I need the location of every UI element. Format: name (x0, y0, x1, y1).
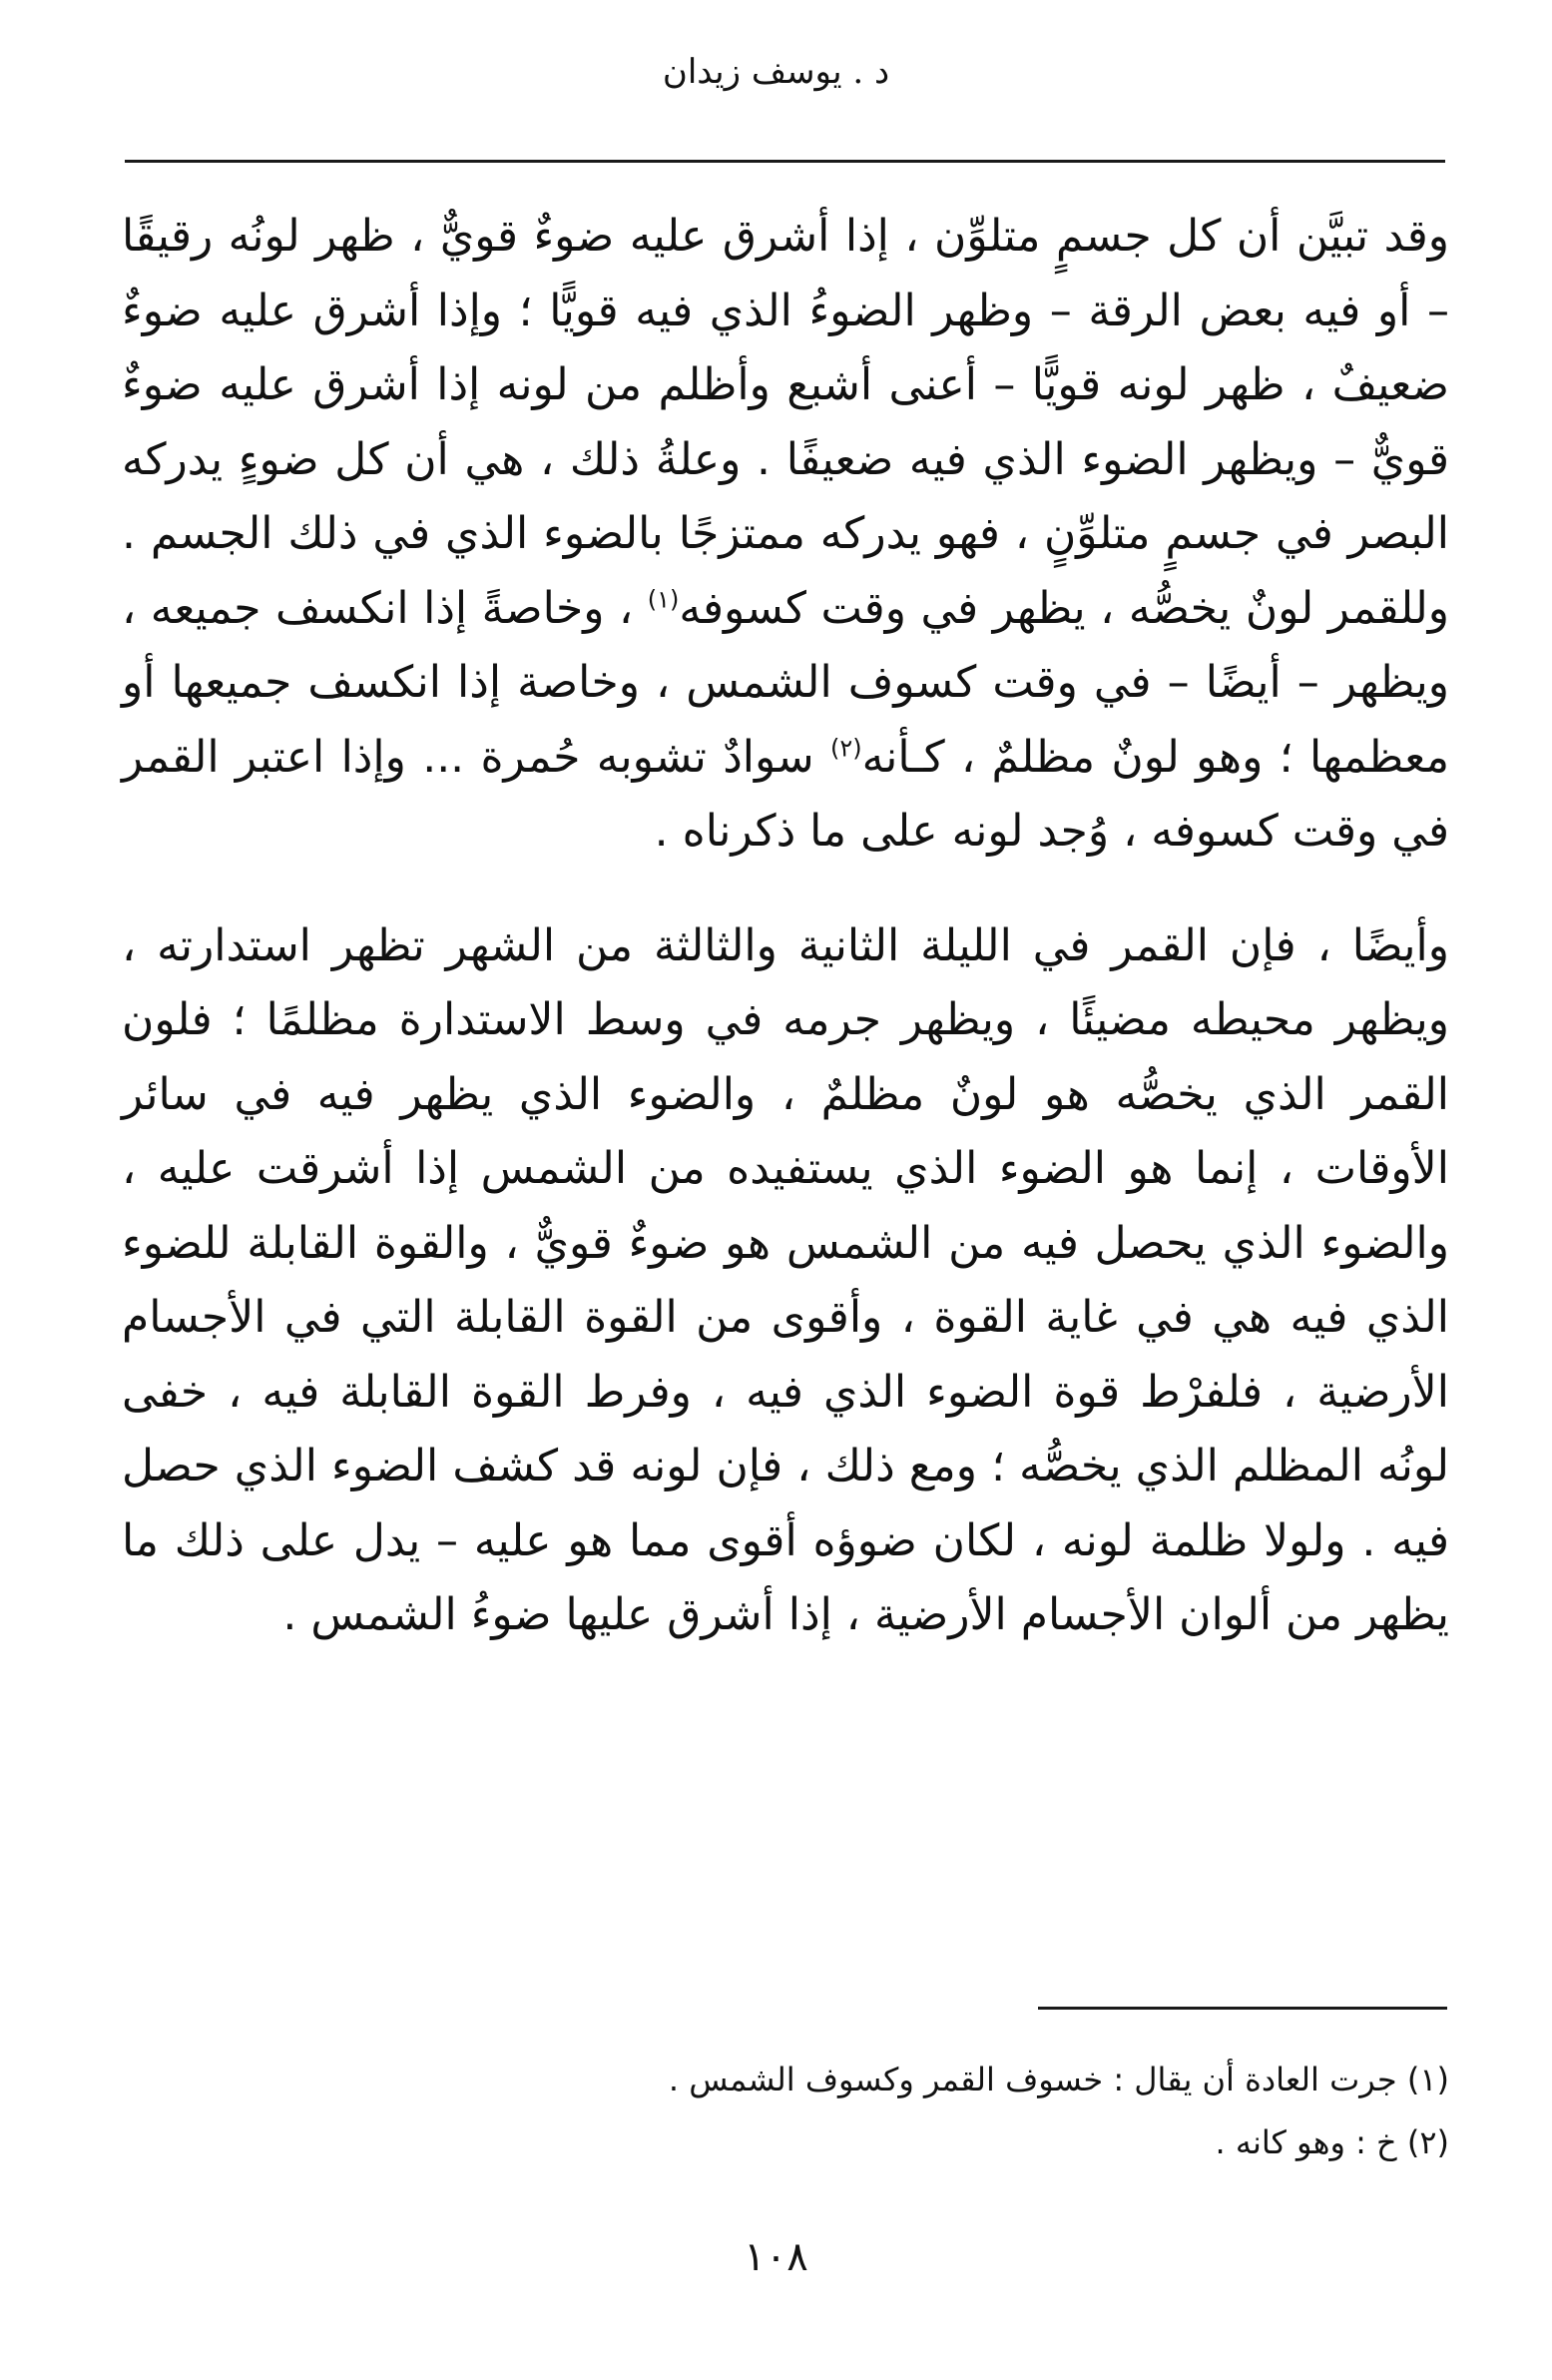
footnotes (122, 2049, 1449, 2174)
paragraph-1-part-c: سوادٌ تشوبه حُمرة ... وإذا اعتبر القمر في وقت كسوفه ، وُجد لونه على ما ذكرناه . (122, 731, 1449, 857)
footnote-rule (1038, 2007, 1447, 2010)
paragraph-1-part-a: وقد تبيَّن أن كل جسمٍ متلوِّن ، إذا أشرق عليه ضوءٌ قويٌّ ، ظهر لونُه رقيقًا – أو فيه بعض الرقة – وظهر الضوءُ الذي فيه قويًّا ؛ وإذا أشرق عليه ضوءٌ ضعيفٌ ، ظهر لونه قويًّا – أعنى أشبع وأظلم من لونه إذا أشرق عليه ضوءٌ قويٌّ – ويظهر الضوء الذي فيه ضعيفًا . وعلةُ ذلك ، هي أن كل ضوءٍ يدركه البصر في جسمٍ متلوِّنٍ ، فهو يدركه ممتزجًا بالضوء الذي في ذلك الجسم . وللقمر لونٌ يخصُّه ، يظهر في وقت كسوفه (122, 211, 1449, 634)
paragraph-2: وأيضًا ، فإن القمر في الليلة الثانية والثالثة من الشهر تظهر استدارته ، ويظهر محيطه مضيئًا ، ويظهر جرمه في وسط الاستدارة مظلمًا ؛ فلون القمر الذي يخصُّه هو لونٌ مظلمٌ ، والضوء الذي يظهر فيه في سائر الأوقات ، إنما هو الضوء الذي يستفيده من الشمس إذا أشرقت عليه ، والضوء الذي يحصل فيه من الشمس هو ضوءٌ قويٌّ ، والقوة القابلة للضوء الذي فيه هي في غاية القوة ، وأقوى من القوة القابلة التي في الأجسام الأرضية ، فلفرْط قوة الضوء الذي فيه ، وفرط القوة القابلة فيه ، خفى لونُه المظلم الذي يخصُّه ؛ ومع ذلك ، فإن لونه قد كشف الضوء الذي حصل فيه . ولولا ظلمة لونه ، لكان ضوؤه أقوى مما هو عليه – يدل على ذلك ما يظهر من ألوان الأجسام الأرضية ، إذا أشرق عليها ضوءُ الشمس . (122, 919, 1449, 1640)
paragraph-1-part-b: ، وخاصةً إذا انكسف جميعه ، ويظهر – أيضًا – في وقت كسوف الشمس ، وخاصة إذا انكسف جميعها أو معظمها ؛ وهو لونٌ مظلمٌ ، كـأنه (122, 582, 1450, 783)
footnote-reference-1: (١) (647, 584, 680, 613)
paragraph-1 (122, 200, 1449, 870)
footnote-1: (١) جرت العادة أن يقال : خسوف القمر وكسوف الشمس . (668, 2061, 1449, 2098)
footnote-reference-2: (٢) (829, 733, 862, 762)
main-text (122, 200, 1449, 1653)
header-rule (125, 160, 1445, 163)
page-number: ١٠٨ (744, 2234, 808, 2280)
running-head-author: د . يوسف زيدان (662, 52, 890, 92)
footnote-2: (٢) خ : وهو كانه . (1215, 2123, 1449, 2161)
